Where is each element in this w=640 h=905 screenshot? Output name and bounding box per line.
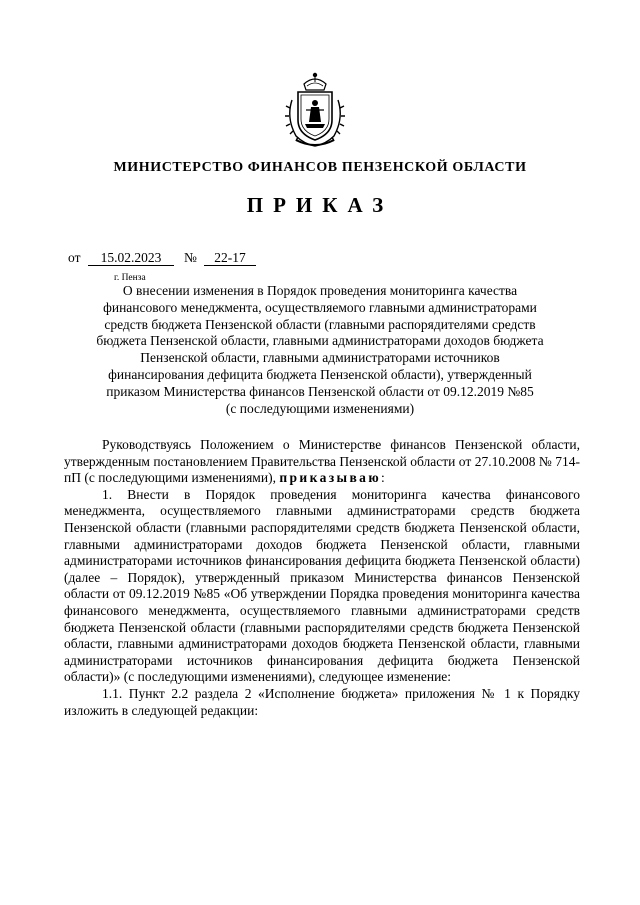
subject-line: (с последующими изменениями) <box>225 400 415 416</box>
document-type-title: ПРИКАЗ <box>246 193 394 217</box>
subject-line: бюджета Пензенской области, главными администраторами доходов бюджета <box>96 333 544 349</box>
order-subject <box>64 283 576 417</box>
order-number <box>204 250 256 266</box>
subject-line: Пензенской области, главными администраторами источников <box>140 350 500 366</box>
preamble-text: Руководствуясь Положением о Министерстве финансов Пензенской области, утвержденным постановлением Правительства Пензенской области от 27.10.2008 № 714-пП (с последующими изменениями), <box>64 437 580 486</box>
city-label: г. Пенза <box>114 273 146 283</box>
ministry-name: МИНИСТЕРСТВО ФИНАНСОВ ПЕНЗЕНСКОЙ ОБЛАСТИ <box>113 160 527 175</box>
subject-line: средств бюджета Пензенской области (главными распорядителями средств <box>104 316 536 332</box>
order-date-value: 15.02.2023 <box>100 250 162 265</box>
order-body <box>64 437 580 719</box>
coat-of-arms-icon <box>282 70 348 148</box>
subject-line: финансового менеджмента, осуществляемого главными администраторами <box>103 299 537 315</box>
order-colon: : <box>381 470 385 486</box>
subject-line: приказом Министерства финансов Пензенской области от 09.12.2019 №85 <box>106 383 534 399</box>
subject-line: финансирования дефицита бюджета Пензенской области), утвержденный <box>108 366 532 382</box>
order-word: приказываю <box>279 470 382 486</box>
number-sign-label: № <box>184 250 197 265</box>
item-1-1-paragraph: 1.1. Пункт 2.2 раздела 2 «Исполнение бюджета» приложения № 1 к Порядку изложить в следующей редакции: <box>64 685 580 718</box>
subject-line: О внесении изменения в Порядок проведения мониторинга качества <box>122 283 518 298</box>
date-prefix-label: от <box>68 250 81 265</box>
item-1-paragraph: 1. Внести в Порядок проведения мониторинга качества финансового менеджмента, осуществляемого главными администраторами средств бюджета Пензенской области (главными распорядителями средств бюджета Пензенской области, главными администраторами доходов бюджета Пензенской области, главными администраторами источников финансирования дефицита бюджета Пензенской области) (далее – Порядок), утвержденный приказом Министерства финансов Пензенской области от 09.12.2019 №85 «Об утверждении Порядка проведения мониторинга качества финансового менеджмента, осуществляемого главными администраторами средств бюджета Пензенской области (главными распорядителями средств бюджета Пензенской области, главными администраторами доходов бюджета Пензенской области, главными администраторами источников финансирования дефицита бюджета Пензенской области)» (с последующими изменениями), следующее изменение: <box>64 486 580 685</box>
preamble-paragraph <box>64 437 580 487</box>
order-date <box>88 250 174 266</box>
order-number-value: 22-17 <box>214 250 246 265</box>
